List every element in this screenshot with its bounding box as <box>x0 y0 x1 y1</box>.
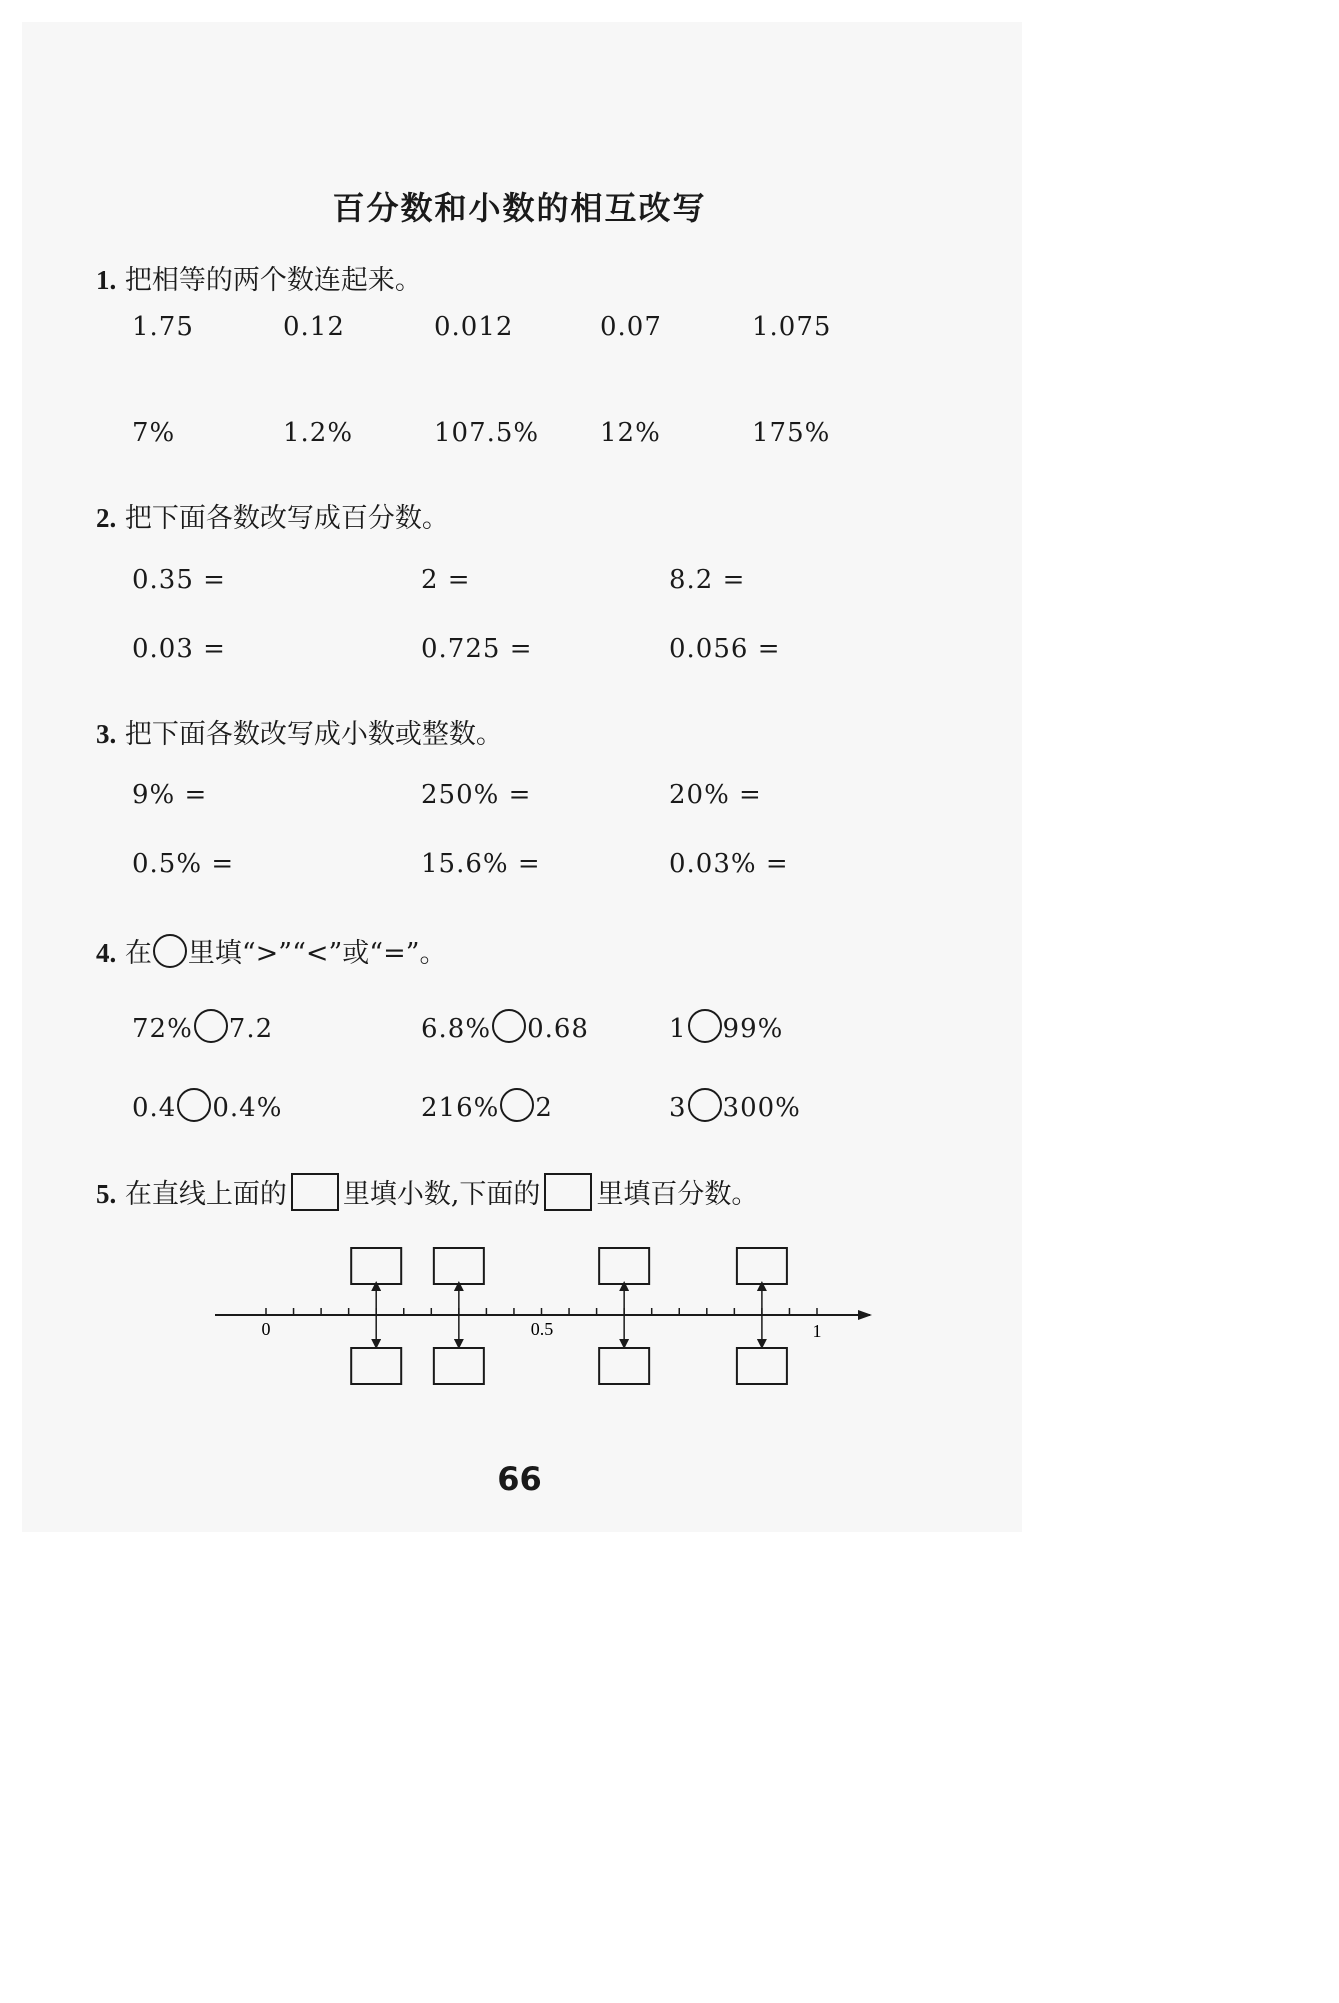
percent-answer-box[interactable] <box>599 1348 649 1384</box>
question-3-number: 3. <box>96 719 117 749</box>
question-2-prompt: 把下面各数改写成百分数。 <box>124 503 449 534</box>
axis-label-0-5: 0.5 <box>530 1319 554 1339</box>
q4-left: 216% <box>421 1093 500 1123</box>
q4-right: 0.68 <box>527 1014 589 1044</box>
q2-item: 8.2 = <box>669 565 746 595</box>
q4-item <box>421 1088 553 1123</box>
question-5-prompt-b: 里填小数,下面的 <box>342 1179 541 1210</box>
number-line-ticks <box>266 1308 817 1315</box>
q4-item <box>132 1009 273 1044</box>
question-5-prompt-a: 在直线上面的 <box>124 1179 287 1210</box>
percent-answer-box[interactable] <box>737 1348 787 1384</box>
question-4-prompt-b: 里填“>”“<”或“=”。 <box>187 938 447 969</box>
question-4 <box>96 931 447 970</box>
q3-item: 250% = <box>421 780 532 810</box>
q1-top-value: 0.07 <box>600 312 662 342</box>
answer-box-icon <box>544 1173 592 1211</box>
answer-circle-icon <box>153 934 187 968</box>
q3-item: 0.03% = <box>669 849 789 879</box>
q2-item: 0.03 = <box>132 634 226 664</box>
question-2-number: 2. <box>96 503 117 533</box>
q3-item: 0.5% = <box>132 849 235 879</box>
number-line-diagram <box>0 1230 1039 1410</box>
q2-item: 0.056 = <box>669 634 781 664</box>
question-3 <box>96 712 503 751</box>
q1-bottom-value: 12% <box>600 418 661 448</box>
q4-item <box>669 1088 801 1123</box>
q1-bottom-value: 107.5% <box>434 418 540 448</box>
compare-circle[interactable] <box>688 1088 722 1122</box>
compare-circle[interactable] <box>492 1009 526 1043</box>
q2-item: 0.725 = <box>421 634 533 664</box>
q4-right: 7.2 <box>228 1014 274 1044</box>
compare-circle[interactable] <box>194 1009 228 1043</box>
question-4-number: 4. <box>96 938 117 968</box>
question-1 <box>96 258 422 297</box>
percent-answer-box[interactable] <box>434 1348 484 1384</box>
q4-item <box>132 1088 282 1123</box>
q4-item <box>669 1009 783 1044</box>
answer-box-icon <box>291 1173 339 1211</box>
q1-top-value: 1.75 <box>132 312 194 342</box>
q1-bottom-value: 7% <box>132 418 176 448</box>
q3-item: 15.6% = <box>421 849 541 879</box>
compare-circle[interactable] <box>177 1088 211 1122</box>
q1-bottom-value: 1.2% <box>283 418 354 448</box>
q4-item <box>421 1009 589 1044</box>
question-4-prompt-a: 在 <box>124 938 152 969</box>
q4-right: 300% <box>722 1093 801 1123</box>
q4-left: 72% <box>132 1014 193 1044</box>
decimal-answer-box[interactable] <box>737 1248 787 1284</box>
compare-circle[interactable] <box>500 1088 534 1122</box>
question-3-prompt: 把下面各数改写成小数或整数。 <box>124 719 503 750</box>
q4-right: 0.4% <box>212 1093 283 1123</box>
question-5-prompt-c: 里填百分数。 <box>596 1179 759 1210</box>
question-1-prompt: 把相等的两个数连起来。 <box>124 265 422 296</box>
q4-right: 99% <box>722 1014 784 1044</box>
q1-top-value: 1.075 <box>752 312 832 342</box>
axis-label-1: 1 <box>812 1321 822 1341</box>
percent-answer-box[interactable] <box>351 1348 401 1384</box>
q3-item: 20% = <box>669 780 762 810</box>
decimal-answer-box[interactable] <box>434 1248 484 1284</box>
q4-left: 3 <box>669 1093 687 1123</box>
q1-top-value: 0.012 <box>434 312 514 342</box>
q1-bottom-value: 175% <box>752 418 831 448</box>
decimal-answer-box[interactable] <box>599 1248 649 1284</box>
q2-item: 2 = <box>421 565 471 595</box>
question-1-number: 1. <box>96 265 117 295</box>
q3-item: 9% = <box>132 780 208 810</box>
q1-top-value: 0.12 <box>283 312 345 342</box>
page-number: 66 <box>497 1460 542 1498</box>
q4-left: 1 <box>669 1014 687 1044</box>
q4-left: 0.4 <box>132 1093 177 1123</box>
q2-item: 0.35 = <box>132 565 226 595</box>
decimal-answer-box[interactable] <box>351 1248 401 1284</box>
axis-label-0: 0 <box>261 1319 271 1339</box>
q4-right: 2 <box>535 1093 553 1123</box>
compare-circle[interactable] <box>688 1009 722 1043</box>
question-5-number: 5. <box>96 1179 117 1209</box>
page-title: 百分数和小数的相互改写 <box>332 189 707 227</box>
q4-left: 6.8% <box>421 1014 492 1044</box>
question-5 <box>96 1172 758 1211</box>
question-2 <box>96 496 449 535</box>
